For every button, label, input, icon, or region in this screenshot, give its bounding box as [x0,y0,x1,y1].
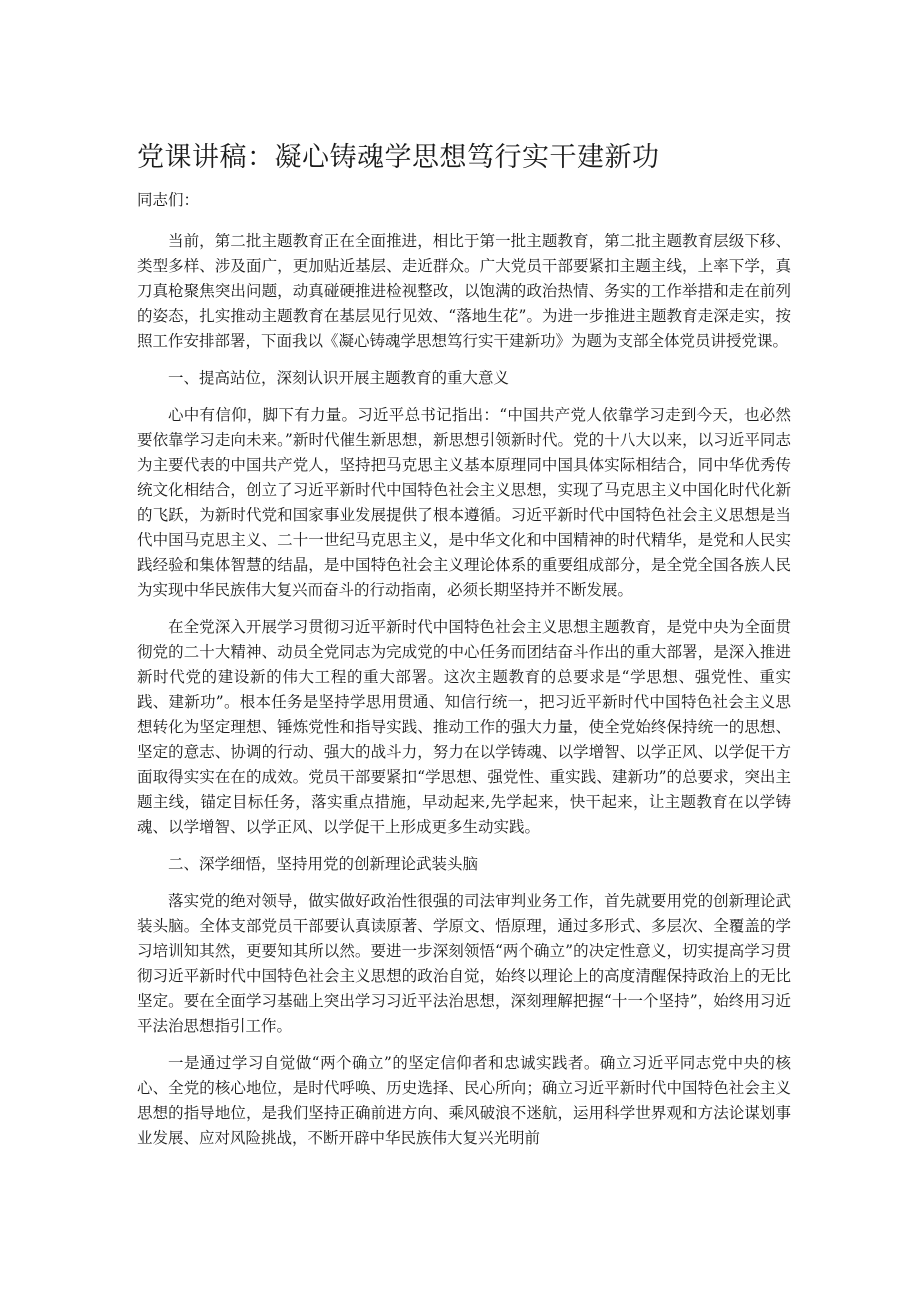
greeting: 同志们： [137,191,200,209]
section-1-paragraph-2: 在全党深入开展学习贯彻习近平新时代中国特色社会主义思想主题教育，是党中央为全面贯彻党的二十大精神、动员全党同志为完成党的中心任务而团结奋斗作出的重大部署，是深入推进新时代党的建设新的伟大工程的重大部署。这次主题教育的总要求是“学思想、强党性、重实践、建新功”。根本任务是坚持学思用贯通、知信行统一，把习近平新时代中国特色社会主义思想转化为坚定理想、锤炼党性和指导实践、推动工作的强大力量，使全党始终保持统一的思想、坚定的意志、协调的行动、强大的战斗力，努力在以学铸魂、以学增智、以学正风、以学促干方面取得实实在在的成效。党员干部要紧扣“学思想、强党性、重实践、建新功”的总要求，突出主题主线，锚定目标任务，落实重点措施，早动起来,先学起来，快干起来，让主题教育在以学铸魂、以学增智、以学正风、以学促干上形成更多生动实践。 [137,618,791,836]
section-2-heading: 二、深学细悟，坚持用党的创新理论武装头脑 [168,855,479,873]
section-1-paragraph-1: 心中有信仰，脚下有力量。习近平总书记指出：“中国共产党人依靠学习走到今天，也必然要依靠学习走向未来。”新时代催生新思想，新思想引领新时代。党的十八大以来，以习近平同志为主要代表的中国共产党人，坚持把马克思主义基本原理同中国具体实际相结合，同中华优秀传统文化相结合，创立了习近平新时代中国特色社会主义思想，实现了马克思主义中国化时代化新的飞跃，为新时代党和国家事业发展提供了根本遵循。习近平新时代中国特色社会主义思想是当代中国马克思主义、二十一世纪马克思主义，是中华文化和中国精神的时代精华，是党和人民实践经验和集体智慧的结晶，是中国特色社会主义理论体系的重要组成部分，是全党全国各族人民为实现中华民族伟大复兴而奋斗的行动指南，必须长期坚持并不断发展。 [137,406,791,599]
intro-paragraph: 当前，第二批主题教育正在全面推进，相比于第一批主题教育，第二批主题教育层级下移、类型多样、涉及面广，更加贴近基层、走近群众。广大党员干部要紧扣主题主线，上率下学，真刀真枪聚焦突出问题，动真碰硬推进检视整改，以饱满的政治热情、务实的工作举措和走在前列的姿态，扎实推动主题教育在基层见行见效、“落地生花”。为进一步推进主题教育走深走实，按照工作安排部署，下面我以《凝心铸魂学思想笃行实干建新功》为题为支部全体党员讲授党课。 [137,232,791,350]
section-1-heading: 一、提高站位，深刻认识开展主题教育的重大意义 [168,369,510,387]
document-page [137,138,791,1163]
section-2-paragraph-2: 一是通过学习自觉做“两个确立”的坚定信仰者和忠诚实践者。确立习近平同志党中央的核心、全党的核心地位，是时代呼唤、历史选择、民心所向；确立习近平新时代中国特色社会主义思想的指导地位，是我们坚持正确前进方向、乘风破浪不迷航，运用科学世界观和方法论谋划事业发展、应对风险挑战，不断开辟中华民族伟大复兴光明前 [137,1054,791,1147]
section-2-paragraph-1: 落实党的绝对领导，做实做好政治性很强的司法审判业务工作，首先就要用党的创新理论武装头脑。全体支部党员干部要认真读原著、学原文、悟原理，通过多形式、多层次、全覆盖的学习培训知其然，更要知其所以然。要进一步深刻领悟“两个确立”的决定性意义，切实提高学习贯彻习近平新时代中国特色社会主义思想的政治自觉，始终以理论上的高度清醒保持政治上的无比坚定。要在全面学习基础上突出学习习近平法治思想，深刻理解把握“十一个坚持”，始终用习近平法治思想指引工作。 [137,892,791,1035]
document-title: 党课讲稿：凝心铸魂学思想笃行实干建新功 [137,142,660,173]
